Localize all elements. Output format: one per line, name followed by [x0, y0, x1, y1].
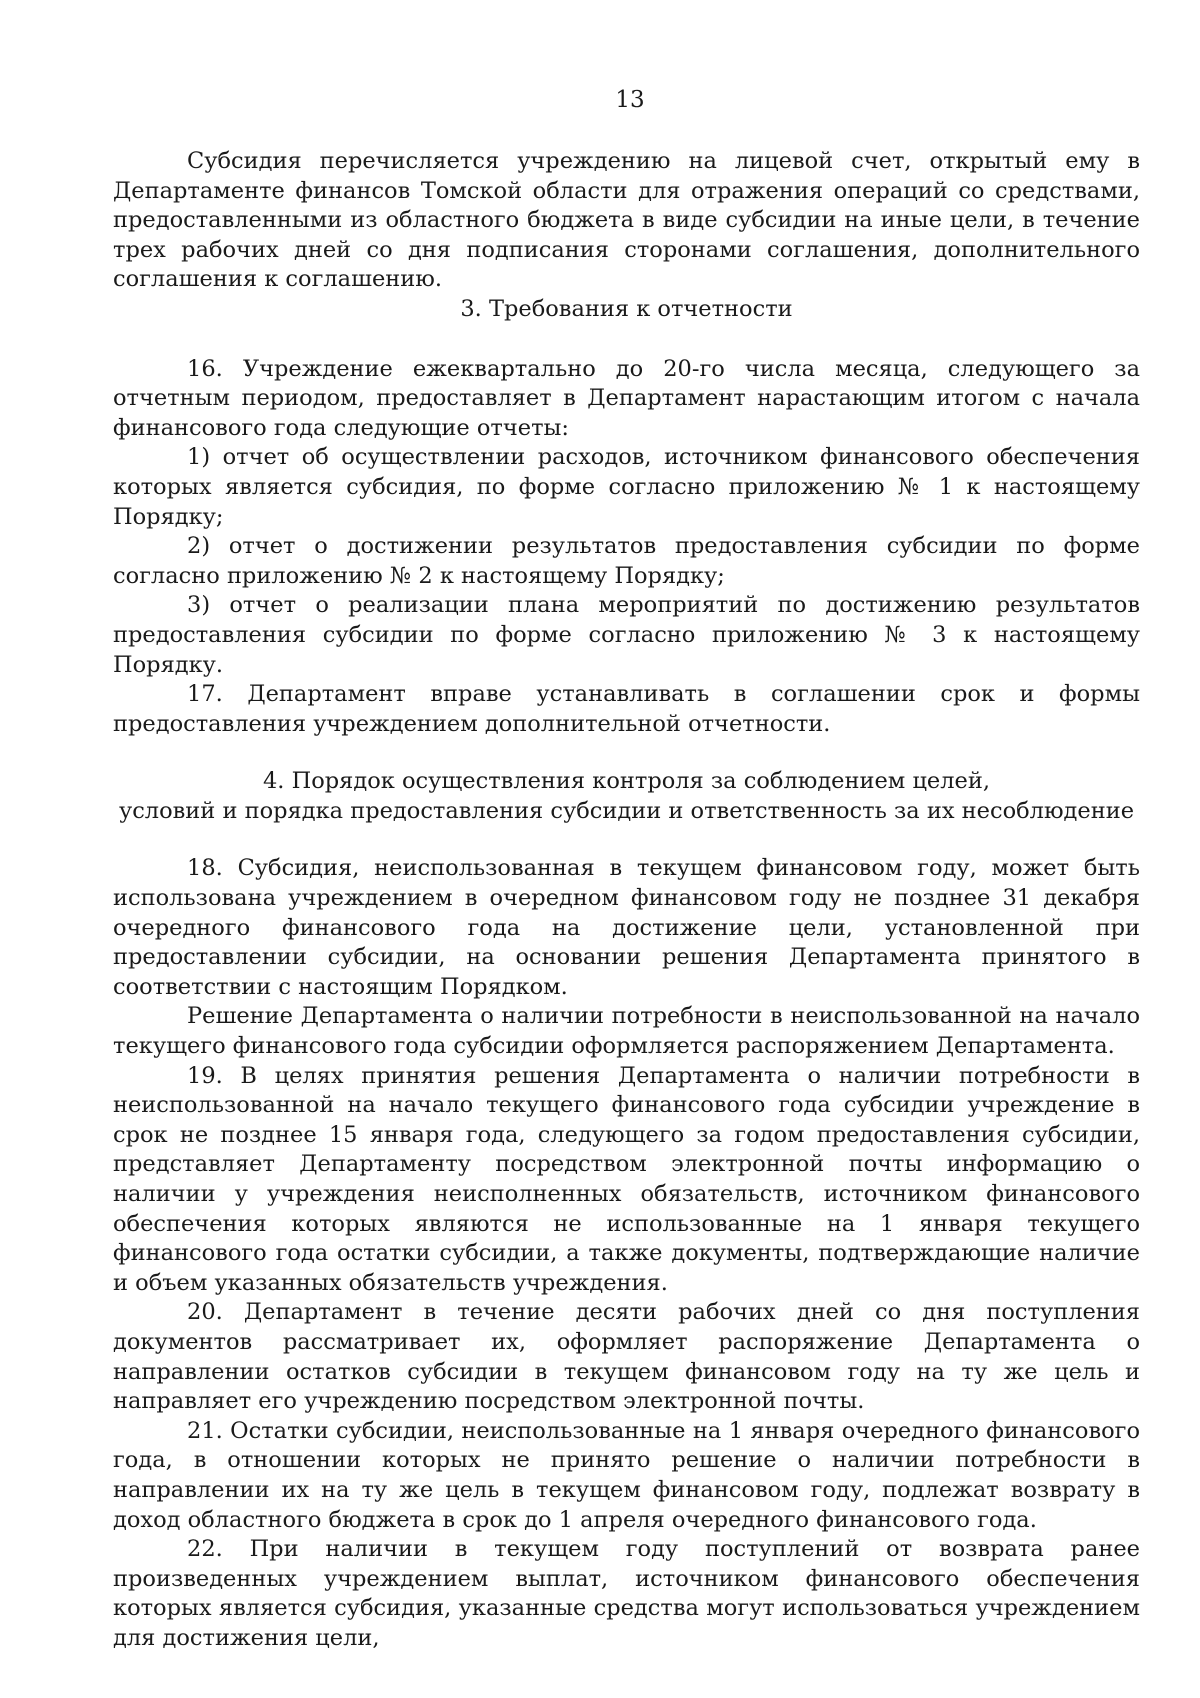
paragraph-19: 19. В целях принятия решения Департамента о наличии потребности в неиспользованной на начало текущего финансового года субсидии учреждение в срок не позднее 15 января года, следующего за годом предоставления субсидии, представляет Департаменту посредством электронной почты информацию о наличии у учреждения неисполненных обязательств, источником финансового обеспечения которых являются не использованные на 1 января текущего финансового года остатки субсидии, а также документы, подтверждающие наличие и объем указанных обязательств учреждения. [113, 1062, 1140, 1296]
paragraph-subsidy-transfer: Субсидия перечисляется учреждению на лицевой счет, открытый ему в Департаменте финансов Томской области для отражения операций со средствами, предоставленными из областного бюджета в виде субсидии на иные цели, в течение трех рабочих дней со дня подписания сторонами соглашения, дополнительного соглашения к соглашению. [113, 148, 1140, 293]
paragraph-18-decision: Решение Департамента о наличии потребности в неиспользованной на начало текущего финансового года субсидии оформляется распоряжением Департамента. [113, 1003, 1140, 1060]
section-3-heading: 3. Требования к отчетности [460, 295, 793, 322]
paragraph-16: 16. Учреждение ежеквартально до 20-го числа месяца, следующего за отчетным периодом, предоставляет в Департамент нарастающим итогом с начала финансового года следующие отчеты: [113, 355, 1140, 441]
paragraph-20: 20. Департамент в течение десяти рабочих дней со дня поступления документов рассматривает их, оформляет распоряжение Департамента о направлении остатков субсидии в текущем финансовом году на ту же цель и направляет его учреждению посредством электронной почты. [113, 1299, 1140, 1415]
spacer [113, 325, 1140, 355]
paragraph-16-item-3: 3) отчет о реализации плана мероприятий по достижению результатов предоставления субсидии по форме согласно приложению № 3 к настоящему Порядку. [113, 592, 1140, 678]
paragraph-18: 18. Субсидия, неиспользованная в текущем финансовом году, может быть использована учреждением в очередном финансовом году не позднее 31 декабря очередного финансового года на достижение цели, установленной при предоставлении субсидии, на основании решения Департамента принятого в соответствии с настоящим Порядком. [113, 855, 1140, 1000]
paragraph-17: 17. Департамент вправе устанавливать в соглашении срок и формы предоставления учреждением дополнительной отчетности. [113, 681, 1140, 737]
paragraph-16-item-1: 1) отчет об осуществлении расходов, источником финансового обеспечения которых является субсидия, по форме согласно приложению № 1 к настоящему Порядку; [113, 444, 1140, 530]
paragraph-16-item-2: 2) отчет о достижении результатов предоставления субсидии по форме согласно приложению № 2 к настоящему Порядку; [113, 533, 1140, 589]
spacer [113, 826, 1140, 854]
section-4-heading-line-2: условий и порядка предоставления субсидии и ответственность за их несоблюдение [118, 797, 1135, 824]
page-number: 13 [615, 87, 645, 113]
paragraph-22: 22. При наличии в текущем году поступлений от возврата ранее произведенных учреждением выплат, источником финансового обеспечения которых является субсидия, указанные средства могут использоваться учреждением для достижения цели, [113, 1536, 1140, 1651]
document-body [113, 147, 1140, 1654]
section-4-heading-line-1: 4. Порядок осуществления контроля за соблюдением целей, [262, 768, 990, 795]
spacer [113, 739, 1140, 767]
paragraph-21: 21. Остатки субсидии, неиспользованные на 1 января очередного финансового года, в отношении которых не принято решение о наличии потребности в направлении их на ту же цель в текущем финансовом году, подлежат возврату в доход областного бюджета в срок до 1 апреля очередного финансового года. [113, 1417, 1140, 1533]
